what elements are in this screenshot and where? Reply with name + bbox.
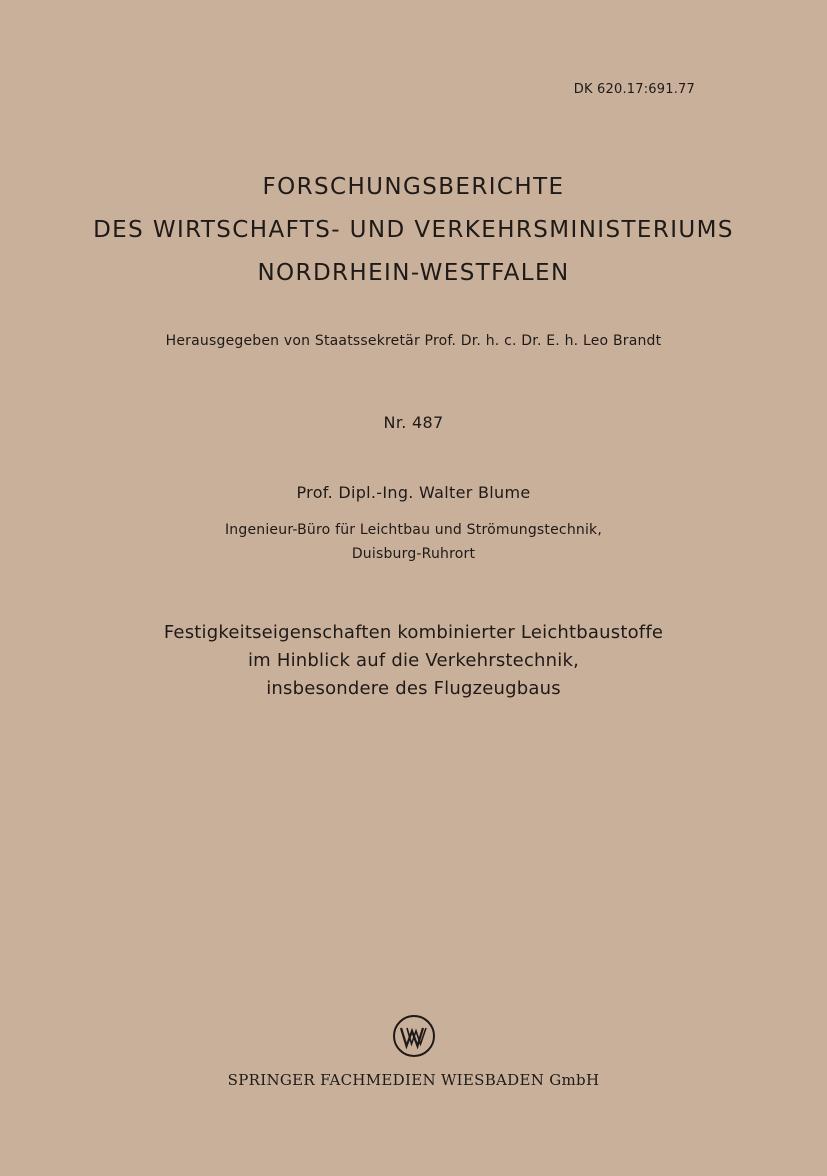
author-affiliation [0,518,827,566]
publisher-w-circle-logo-icon [392,1014,436,1058]
publisher-name: SPRINGER FACHMEDIEN WIESBADEN GmbH [227,1071,600,1089]
series-title-line-2: DES WIRTSCHAFTS- UND VERKEHRSMINISTERIUMS [93,217,734,243]
series-title-line-1: FORSCHUNGSBERICHTE [262,174,565,200]
editor-line: Herausgegeben von Staatssekretär Prof. Dr. h. c. Dr. E. h. Leo Brandt [165,333,662,349]
series-title [0,166,827,295]
book-title-line-2: im Hinblick auf die Verkehrstechnik, [247,650,579,671]
report-number: Nr. 487 [383,413,444,432]
affiliation-line-1: Ingenieur-Büro für Leichtbau und Strömungstechnik, [224,522,603,538]
affiliation-line-2: Duisburg-Ruhrort [351,546,476,562]
book-title-line-1: Festigkeitseigenschaften kombinierter Leichtbaustoffe [163,622,664,643]
book-title-line-3: insbesondere des Flugzeugbaus [266,678,561,699]
author-name: Prof. Dipl.-Ing. Walter Blume [296,483,531,502]
series-title-line-3: NORDRHEIN-WESTFALEN [257,260,570,286]
dk-classification-code: DK 620.17:691.77 [573,82,695,97]
book-title [0,619,827,703]
